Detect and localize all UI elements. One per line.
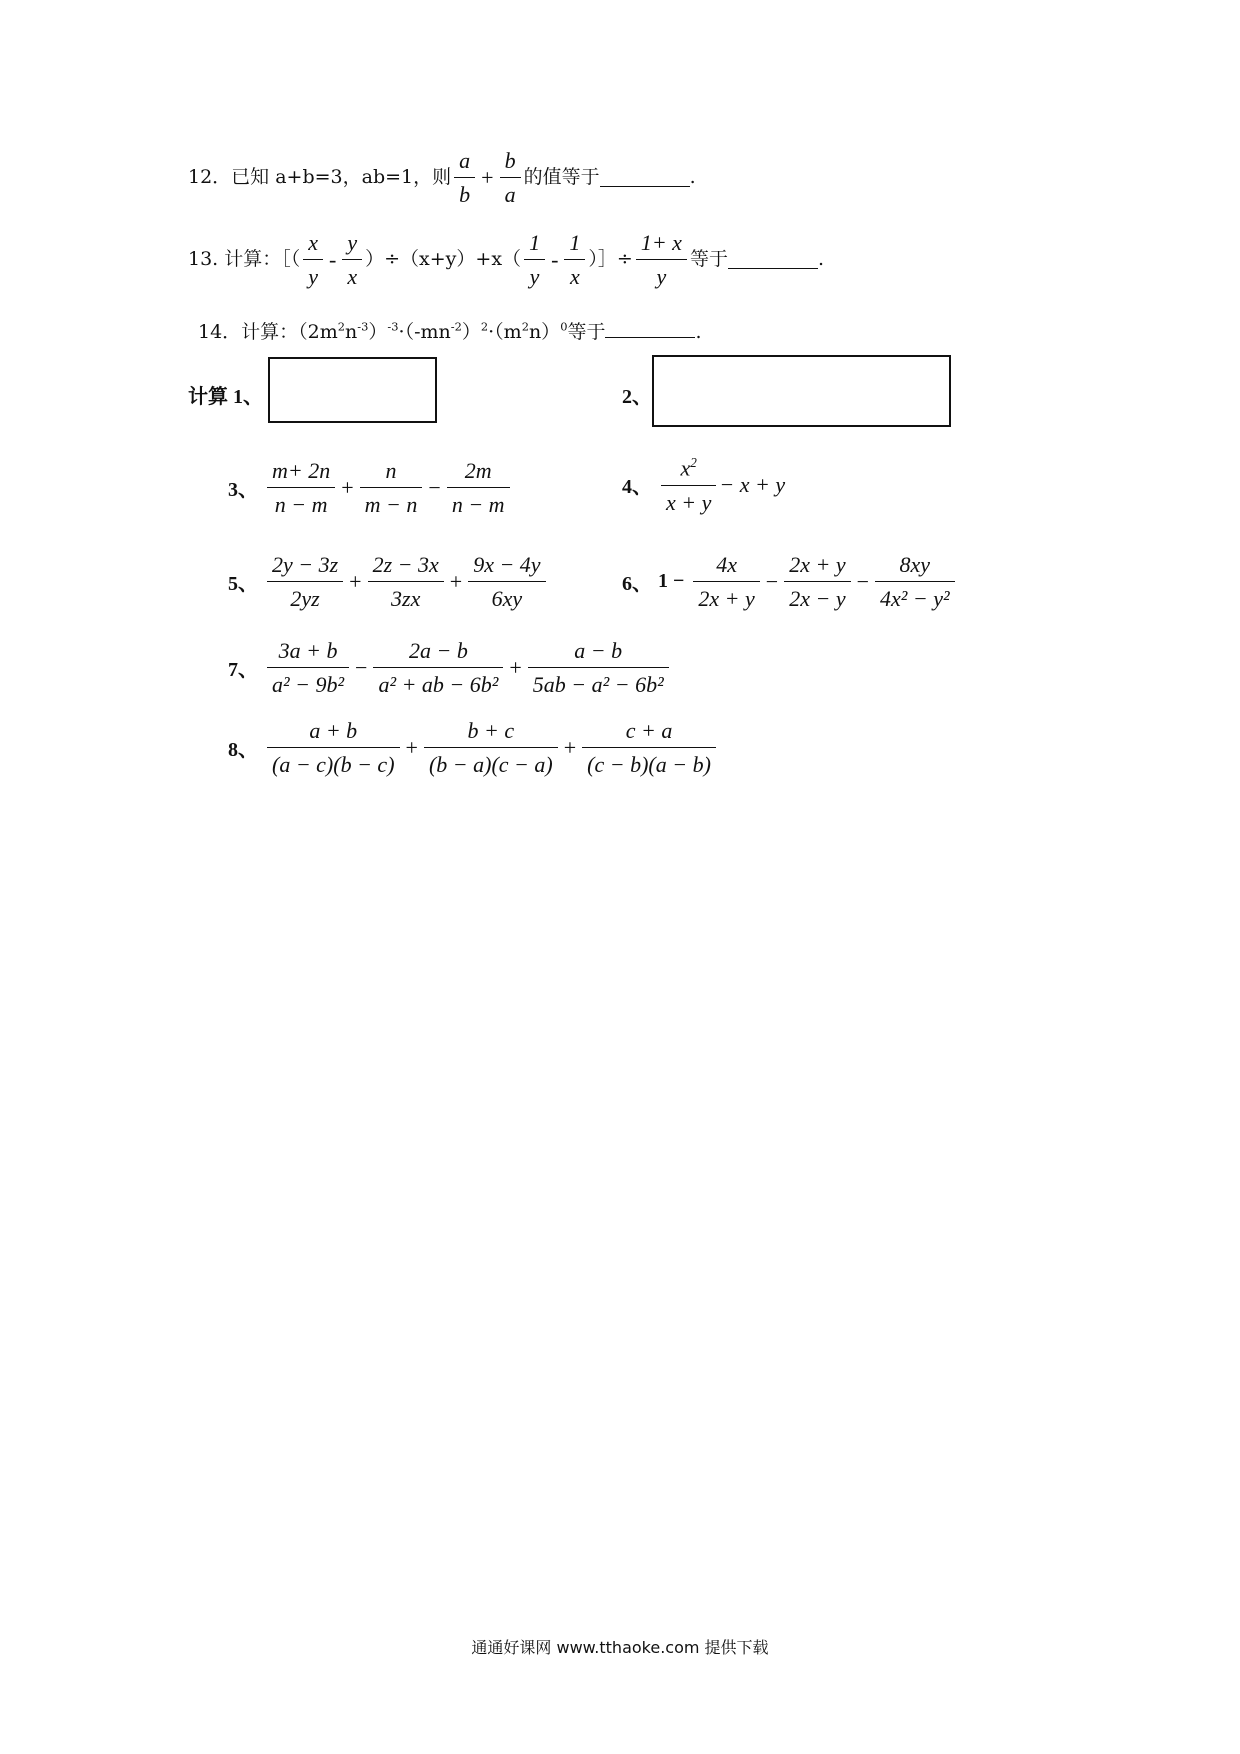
numerator: $x^2$ [661, 455, 716, 486]
fraction [500, 148, 521, 208]
operator: + [349, 568, 362, 594]
numerator: b [500, 148, 521, 178]
fraction [784, 552, 850, 612]
operator: − [355, 654, 368, 680]
fraction [582, 718, 716, 778]
problem-13-suffix: 等于 [689, 248, 728, 271]
numerator: a + b [267, 718, 400, 748]
fraction [267, 638, 349, 698]
numerator: 2m [447, 458, 510, 488]
item-label: 8、 [228, 739, 258, 762]
exponent: 2 [337, 319, 346, 334]
denominator: 2x − y [789, 586, 846, 612]
denominator: n − m [451, 492, 505, 518]
item-label: 1 − [658, 570, 685, 593]
answer-box-1[interactable] [268, 357, 437, 423]
denominator: a² + ab − 6b² [378, 672, 499, 698]
expression-item [228, 458, 513, 518]
denominator: y [529, 264, 540, 290]
item-label: 3、 [228, 479, 258, 502]
problem-14: 14．计算：$(2m^2n^{-3})^{-3}\cdot(-mn^{-2})^2\cdot(m^2n)^0$等于 . [198, 319, 702, 343]
operator: + [449, 568, 463, 594]
denominator: y [656, 264, 667, 290]
fraction [267, 458, 335, 518]
operator: + [509, 654, 522, 680]
fraction [524, 230, 545, 290]
denominator: x + y [666, 489, 712, 515]
numerator: m+ 2n [267, 458, 335, 488]
operator: + [563, 734, 577, 760]
fraction [454, 148, 475, 208]
numerator: n [360, 458, 423, 488]
denominator: 5ab − a² − 6b² [532, 672, 664, 698]
numerator: 3a + b [267, 638, 349, 668]
denominator: a² − 9b² [272, 672, 345, 698]
numerator: 2a − b [373, 638, 503, 668]
fraction [875, 552, 955, 612]
denominator: 3zx [391, 586, 421, 612]
numerator: 4x [693, 552, 759, 582]
operator: + [341, 474, 354, 500]
fraction [360, 458, 423, 518]
numerator: 1+ x [636, 230, 687, 260]
denominator: 2x + y [698, 586, 755, 612]
operator: + [405, 734, 418, 760]
fraction [636, 230, 687, 290]
denominator: (c − b)(a − b) [587, 752, 711, 778]
denominator: n − m [274, 492, 328, 518]
problem-12 [188, 148, 696, 208]
numerator: y [342, 230, 362, 260]
denominator: a [504, 182, 516, 208]
problem-13-close: ）］÷ [588, 248, 633, 271]
fraction [303, 230, 323, 290]
expression-item: 4、 $\frac{x^2}{x + y}$ − x + y [622, 455, 786, 515]
period: . [817, 248, 824, 271]
page-footer: 通通好课网 www.tthaoke.com 提供下载 [471, 1638, 769, 1657]
fraction [661, 455, 716, 515]
numerator: 2x + y [784, 552, 850, 582]
compute-header: 计算 1、 [188, 386, 263, 408]
fraction [424, 718, 558, 778]
problem-13-prefix: 13. 计算：［（ [188, 248, 301, 271]
fraction [342, 230, 362, 290]
problem-14-suffix: 等于 [567, 321, 606, 343]
item-label: 6、 [622, 573, 652, 596]
answer-blank[interactable] [600, 169, 690, 187]
operator: − [428, 474, 441, 500]
item-label: 7、 [228, 659, 258, 682]
denominator: 2yz [290, 586, 320, 612]
exponent: -2 [450, 319, 462, 334]
fraction [693, 552, 759, 612]
numerator: 2z − 3x [368, 552, 444, 582]
denominator: (a − c)(b − c) [272, 752, 395, 778]
operator: − [765, 568, 779, 594]
denominator: 6xy [491, 586, 523, 612]
answer-blank[interactable] [728, 251, 818, 269]
fraction [267, 552, 343, 612]
problem-12-prefix: 12．已知 a+b=3，ab=1，则 [188, 166, 452, 189]
period: . [689, 166, 696, 189]
minus-sign: - [329, 246, 337, 272]
answer-box-2[interactable] [652, 355, 951, 427]
item-label-2: 2、 [622, 386, 652, 408]
numerator: c + a [582, 718, 716, 748]
denominator: y [308, 264, 319, 290]
fraction [528, 638, 669, 698]
fraction [447, 458, 510, 518]
numerator: 1 [524, 230, 545, 260]
numerator: 1 [564, 230, 585, 260]
minus-sign: - [551, 246, 559, 272]
exponent: 2 [521, 319, 529, 334]
answer-blank[interactable] [605, 320, 695, 338]
problem-13-mid: ）÷（x+y）+x（ [365, 248, 522, 271]
numerator: 9x − 4y [468, 552, 545, 582]
denominator: (b − a)(c − a) [428, 752, 553, 778]
exponent: 0 [560, 319, 568, 334]
exponent: -3 [387, 319, 399, 334]
item-label: 5、 [228, 573, 258, 596]
numerator: a − b [528, 638, 669, 668]
exponent: 2 [690, 455, 697, 470]
fraction [564, 230, 585, 290]
denominator: x [570, 264, 580, 290]
expression-item [228, 638, 672, 698]
fraction [468, 552, 545, 612]
numerator: b + c [424, 718, 558, 748]
numerator: x [303, 230, 323, 260]
fraction [267, 718, 400, 778]
denominator: x [347, 264, 358, 290]
denominator: m − n [364, 492, 418, 518]
item-label: 4、 [622, 476, 652, 499]
problem-12-suffix: 的值等于 [523, 166, 600, 189]
denominator: 4x² − y² [880, 586, 950, 612]
expression-item [228, 552, 549, 612]
exponent: 2 [480, 319, 489, 334]
numerator: 8xy [875, 552, 955, 582]
problem-13 [188, 230, 824, 290]
numerator: 2y − 3z [267, 552, 343, 582]
expression-item [228, 718, 719, 778]
fraction [368, 552, 444, 612]
numerator: a [454, 148, 475, 178]
plus-sign: + [481, 164, 494, 190]
operator: − [856, 568, 869, 594]
exponent: -3 [357, 319, 369, 334]
denominator: b [459, 182, 471, 208]
fraction [373, 638, 503, 698]
expression-item [622, 552, 958, 612]
